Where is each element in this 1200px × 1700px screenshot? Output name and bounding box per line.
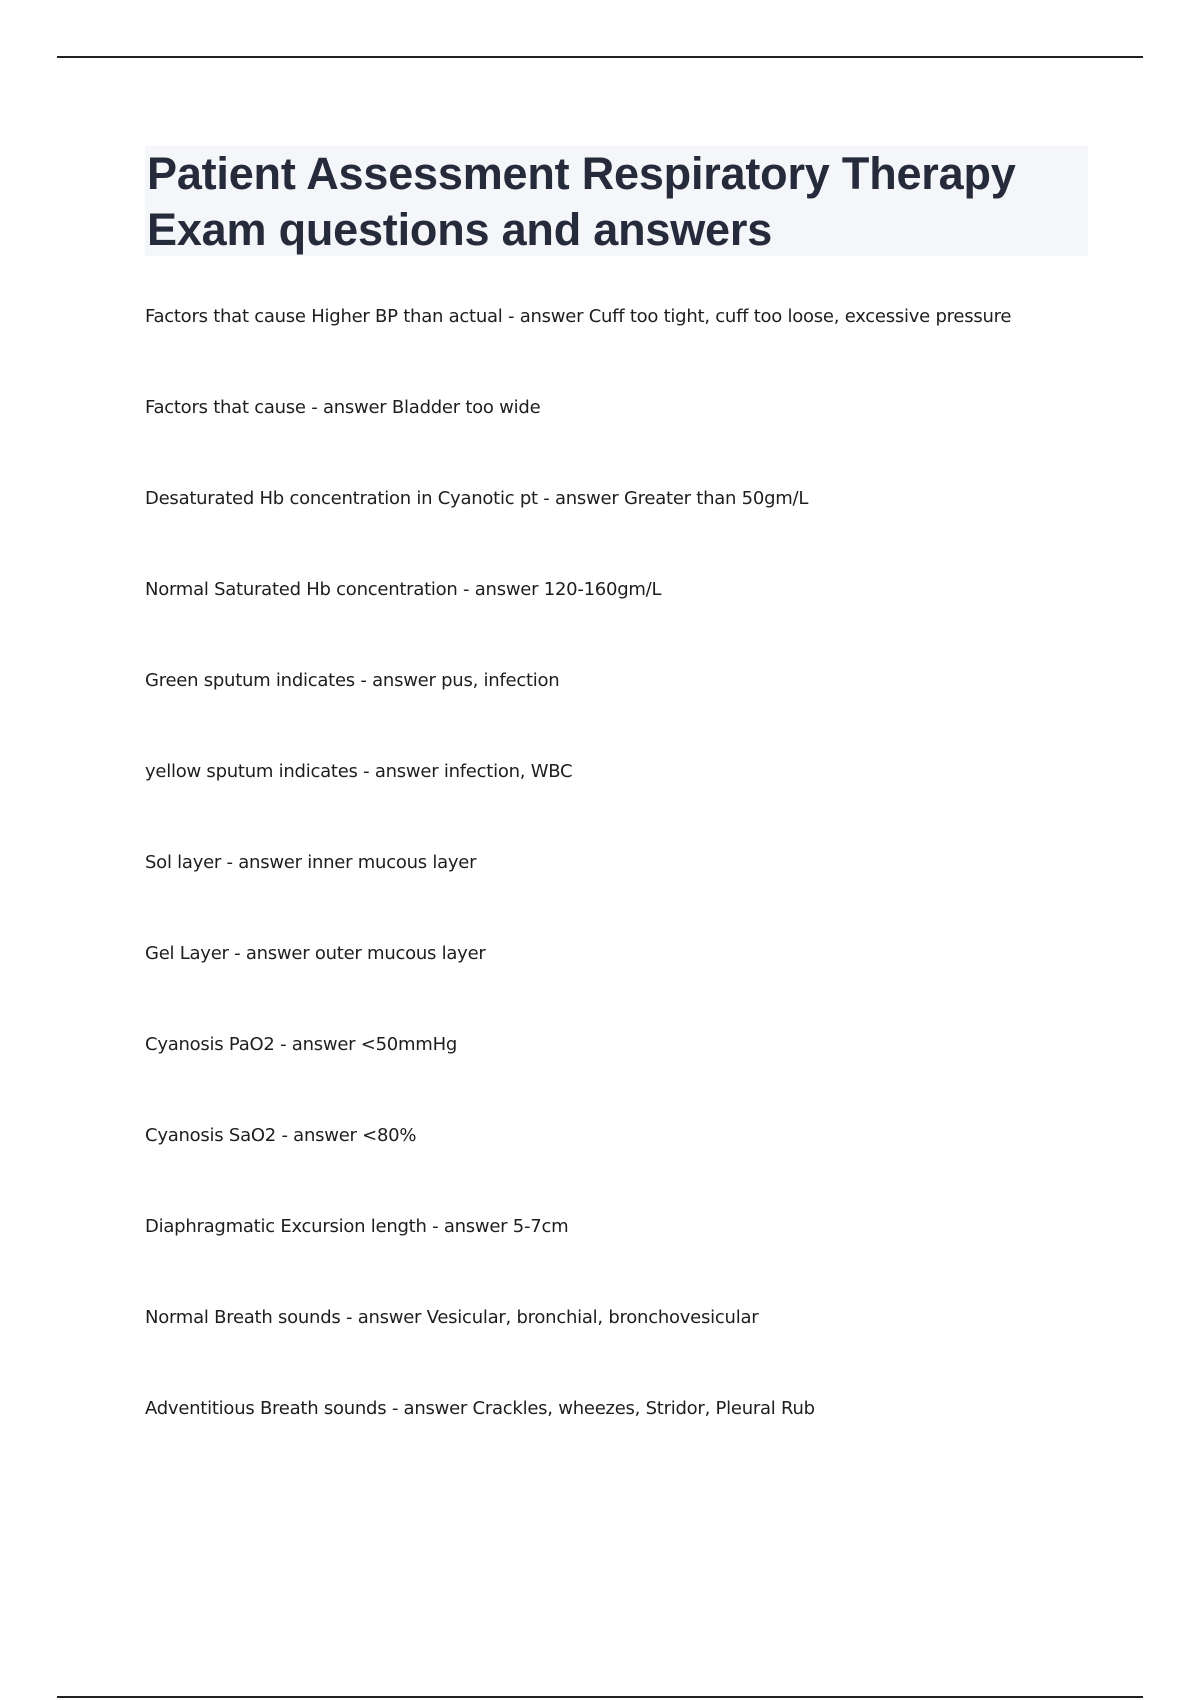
title-line-2: Exam questions and answers xyxy=(147,204,773,255)
qa-item: Diaphragmatic Excursion length - answer 5-7cm xyxy=(145,1216,569,1237)
document-title xyxy=(145,146,1088,256)
qa-item: Adventitious Breath sounds - answer Crackles, wheezes, Stridor, Pleural Rub xyxy=(145,1398,815,1419)
title-line-1: Patient Assessment Respiratory Therapy xyxy=(147,148,1016,199)
qa-item: Factors that cause - answer Bladder too wide xyxy=(145,397,541,418)
qa-item: Cyanosis SaO2 - answer <80% xyxy=(145,1125,417,1146)
qa-item: Normal Breath sounds - answer Vesicular, bronchial, bronchovesicular xyxy=(145,1307,759,1328)
qa-item: Factors that cause Higher BP than actual - answer Cuff too tight, cuff too loose, excessive pressure xyxy=(145,306,1012,327)
qa-item: Cyanosis PaO2 - answer <50mmHg xyxy=(145,1034,458,1055)
qa-item: Normal Saturated Hb concentration - answer 120-160gm/L xyxy=(145,579,662,600)
qa-item: Gel Layer - answer outer mucous layer xyxy=(145,943,486,964)
bottom-divider xyxy=(57,1696,1143,1698)
qa-item: Desaturated Hb concentration in Cyanotic pt - answer Greater than 50gm/L xyxy=(145,488,809,509)
qa-item: Sol layer - answer inner mucous layer xyxy=(145,852,477,873)
qa-item: yellow sputum indicates - answer infection, WBC xyxy=(145,761,573,782)
qa-item: Green sputum indicates - answer pus, infection xyxy=(145,670,560,691)
top-divider xyxy=(57,56,1143,58)
